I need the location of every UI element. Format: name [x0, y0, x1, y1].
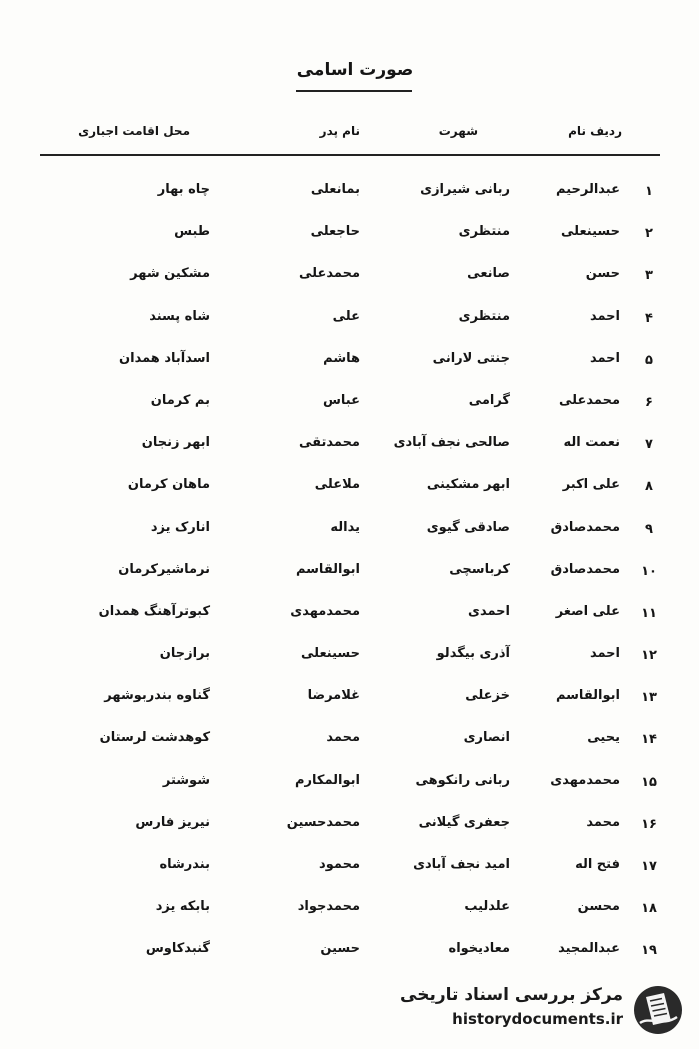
row-family: صادقی گیوی: [426, 519, 510, 535]
row-place: انارک یزد: [150, 519, 210, 535]
row-number: ۱۱: [641, 605, 657, 621]
table-row: [40, 769, 660, 811]
row-family: صالحی نجف آبادی: [393, 435, 510, 451]
row-father: عباس: [322, 392, 360, 408]
row-name: حسن: [585, 266, 620, 282]
table-header: [40, 124, 660, 146]
row-place: مشکین شهر: [130, 266, 210, 282]
row-name: عبدالرحیم: [556, 182, 620, 197]
row-number: ۶: [645, 394, 653, 410]
row-name: محمد: [586, 814, 620, 830]
row-family: خزعلی: [465, 688, 510, 704]
row-family: احمدی: [468, 603, 510, 619]
row-family: انصاری: [463, 730, 510, 746]
row-family: جنتی لارانی: [432, 350, 510, 366]
header-radif-name: ردیف نام: [568, 124, 622, 138]
row-name: فتح اله: [575, 857, 620, 872]
row-place: بندرشاه: [159, 857, 210, 872]
table-row: [40, 600, 660, 642]
row-number: ۷: [645, 437, 653, 453]
row-place: ابهر زنجان: [141, 435, 210, 451]
row-father: ابوالمکارم: [295, 772, 360, 788]
row-family: معادیخواه: [448, 941, 510, 957]
row-place: ماهان کرمان: [127, 477, 210, 493]
row-place: شاه پسند: [149, 308, 210, 324]
row-number: ۱۲: [641, 648, 657, 664]
header-family: شهرت: [438, 124, 478, 138]
row-number: ۱۳: [641, 690, 657, 706]
row-place: کوهدشت لرستان: [99, 730, 210, 746]
table-row: [40, 937, 660, 979]
row-father: محمود: [319, 857, 360, 872]
row-place: طبس: [174, 224, 210, 240]
row-place: اسدآباد همدان: [119, 350, 210, 366]
table-row: [40, 895, 660, 937]
row-family: علدلیب: [464, 899, 510, 915]
table-row: [40, 558, 660, 600]
title-underline: [296, 90, 412, 92]
table-row: [40, 726, 660, 768]
row-father: علی: [332, 308, 360, 324]
row-number: ۱۰: [641, 563, 657, 579]
table-row: [40, 516, 660, 558]
row-number: ۸: [645, 479, 653, 495]
row-number: ۱۴: [641, 732, 657, 748]
row-father: غلامرضا: [307, 688, 360, 704]
row-name: محمدصادق: [550, 519, 620, 535]
row-family: جعفری گیلانی: [418, 814, 510, 830]
row-place: نرماشیرکرمان: [118, 561, 210, 577]
header-place: محل اقامت اجباری: [78, 124, 190, 138]
table-row: [40, 431, 660, 473]
row-name: محمدمهدی: [550, 772, 620, 788]
row-number: ۱۷: [641, 859, 657, 874]
document-title: صورت اسامی: [296, 60, 414, 80]
watermark: [395, 983, 685, 1035]
document-seal-icon: [631, 983, 685, 1037]
table-row: [40, 389, 660, 431]
row-number: ۱۵: [641, 774, 657, 790]
row-father: ملاعلی: [314, 477, 360, 493]
row-place: چاه بهار: [157, 182, 210, 197]
row-family: ابهر مشکینی: [426, 477, 510, 493]
row-father: محمدتقی: [298, 435, 360, 451]
row-name: عبدالمجید: [558, 941, 620, 957]
row-number: ۹: [645, 521, 653, 537]
header-rule: [40, 154, 660, 156]
row-name: نعمت اله: [563, 435, 620, 451]
row-place: گناوه بندربوشهر: [104, 688, 210, 704]
watermark-site: historydocuments.ir: [452, 1010, 623, 1028]
table-row: [40, 853, 660, 895]
table-row: [40, 811, 660, 853]
row-name: احمد: [589, 350, 620, 366]
row-father: حسین: [320, 941, 360, 957]
row-father: بمانعلی: [310, 182, 360, 197]
row-number: ۱۶: [641, 816, 657, 832]
row-father: محمدمهدی: [290, 603, 360, 619]
row-family: کرباسچی: [449, 561, 510, 577]
row-name: علی اکبر: [562, 477, 620, 493]
row-name: محسن: [577, 899, 620, 915]
table-row: [40, 347, 660, 389]
row-father: محمدجواد: [297, 899, 360, 915]
row-father: هاشم: [323, 350, 360, 366]
row-name: حسینعلی: [560, 224, 620, 240]
row-name: یحیی: [587, 730, 620, 746]
row-name: احمد: [589, 308, 620, 324]
row-father: محمدعلی: [299, 266, 360, 282]
table-row: [40, 220, 660, 262]
row-family: منتظری: [458, 224, 510, 240]
row-family: صانعی: [467, 266, 510, 282]
table-row: [40, 262, 660, 304]
table-row: [40, 178, 660, 220]
row-name: علی اصغر: [555, 603, 620, 619]
row-place: نیریز فارس: [135, 814, 210, 830]
row-number: ۱۸: [641, 901, 657, 917]
row-father: یداله: [330, 519, 360, 535]
row-number: ۲: [645, 226, 653, 242]
row-place: گنبدکاوس: [145, 941, 210, 957]
row-number: ۵: [645, 352, 653, 368]
table-row: [40, 305, 660, 347]
row-name: احمد: [589, 646, 620, 662]
row-place: بم کرمان: [150, 392, 210, 408]
row-family: ربانی شیرازی: [420, 182, 510, 197]
row-family: ربانی رانکوهی: [415, 772, 510, 788]
row-place: برازجان: [159, 646, 210, 662]
header-father: نام پدر: [319, 124, 360, 138]
names-table: [40, 178, 660, 980]
row-father: ابوالقاسم: [295, 561, 360, 577]
row-place: کبوترآهنگ همدان: [98, 603, 210, 619]
row-father: محمد: [326, 730, 360, 746]
row-number: ۴: [645, 310, 653, 326]
row-number: ۱: [645, 184, 653, 199]
row-father: حسینعلی: [300, 646, 360, 662]
row-name: محمدعلی: [559, 392, 620, 408]
row-number: ۳: [645, 268, 653, 284]
row-father: محمدحسین: [286, 814, 360, 830]
row-name: ابوالقاسم: [555, 688, 620, 704]
row-father: حاجعلی: [310, 224, 360, 240]
row-family: گرامی: [468, 392, 510, 408]
row-place: بابکه یزد: [155, 899, 210, 915]
row-place: شوشتر: [162, 772, 210, 788]
row-name: محمدصادق: [550, 561, 620, 577]
row-number: ۱۹: [641, 943, 657, 959]
row-family: آذری بیگدلو: [436, 646, 510, 662]
row-family: امید نجف آبادی: [413, 857, 510, 872]
table-row: [40, 684, 660, 726]
watermark-name: مرکز بررسی اسناد تاریخی: [400, 985, 623, 1005]
table-row: [40, 642, 660, 684]
row-family: منتظری: [458, 308, 510, 324]
table-row: [40, 473, 660, 515]
